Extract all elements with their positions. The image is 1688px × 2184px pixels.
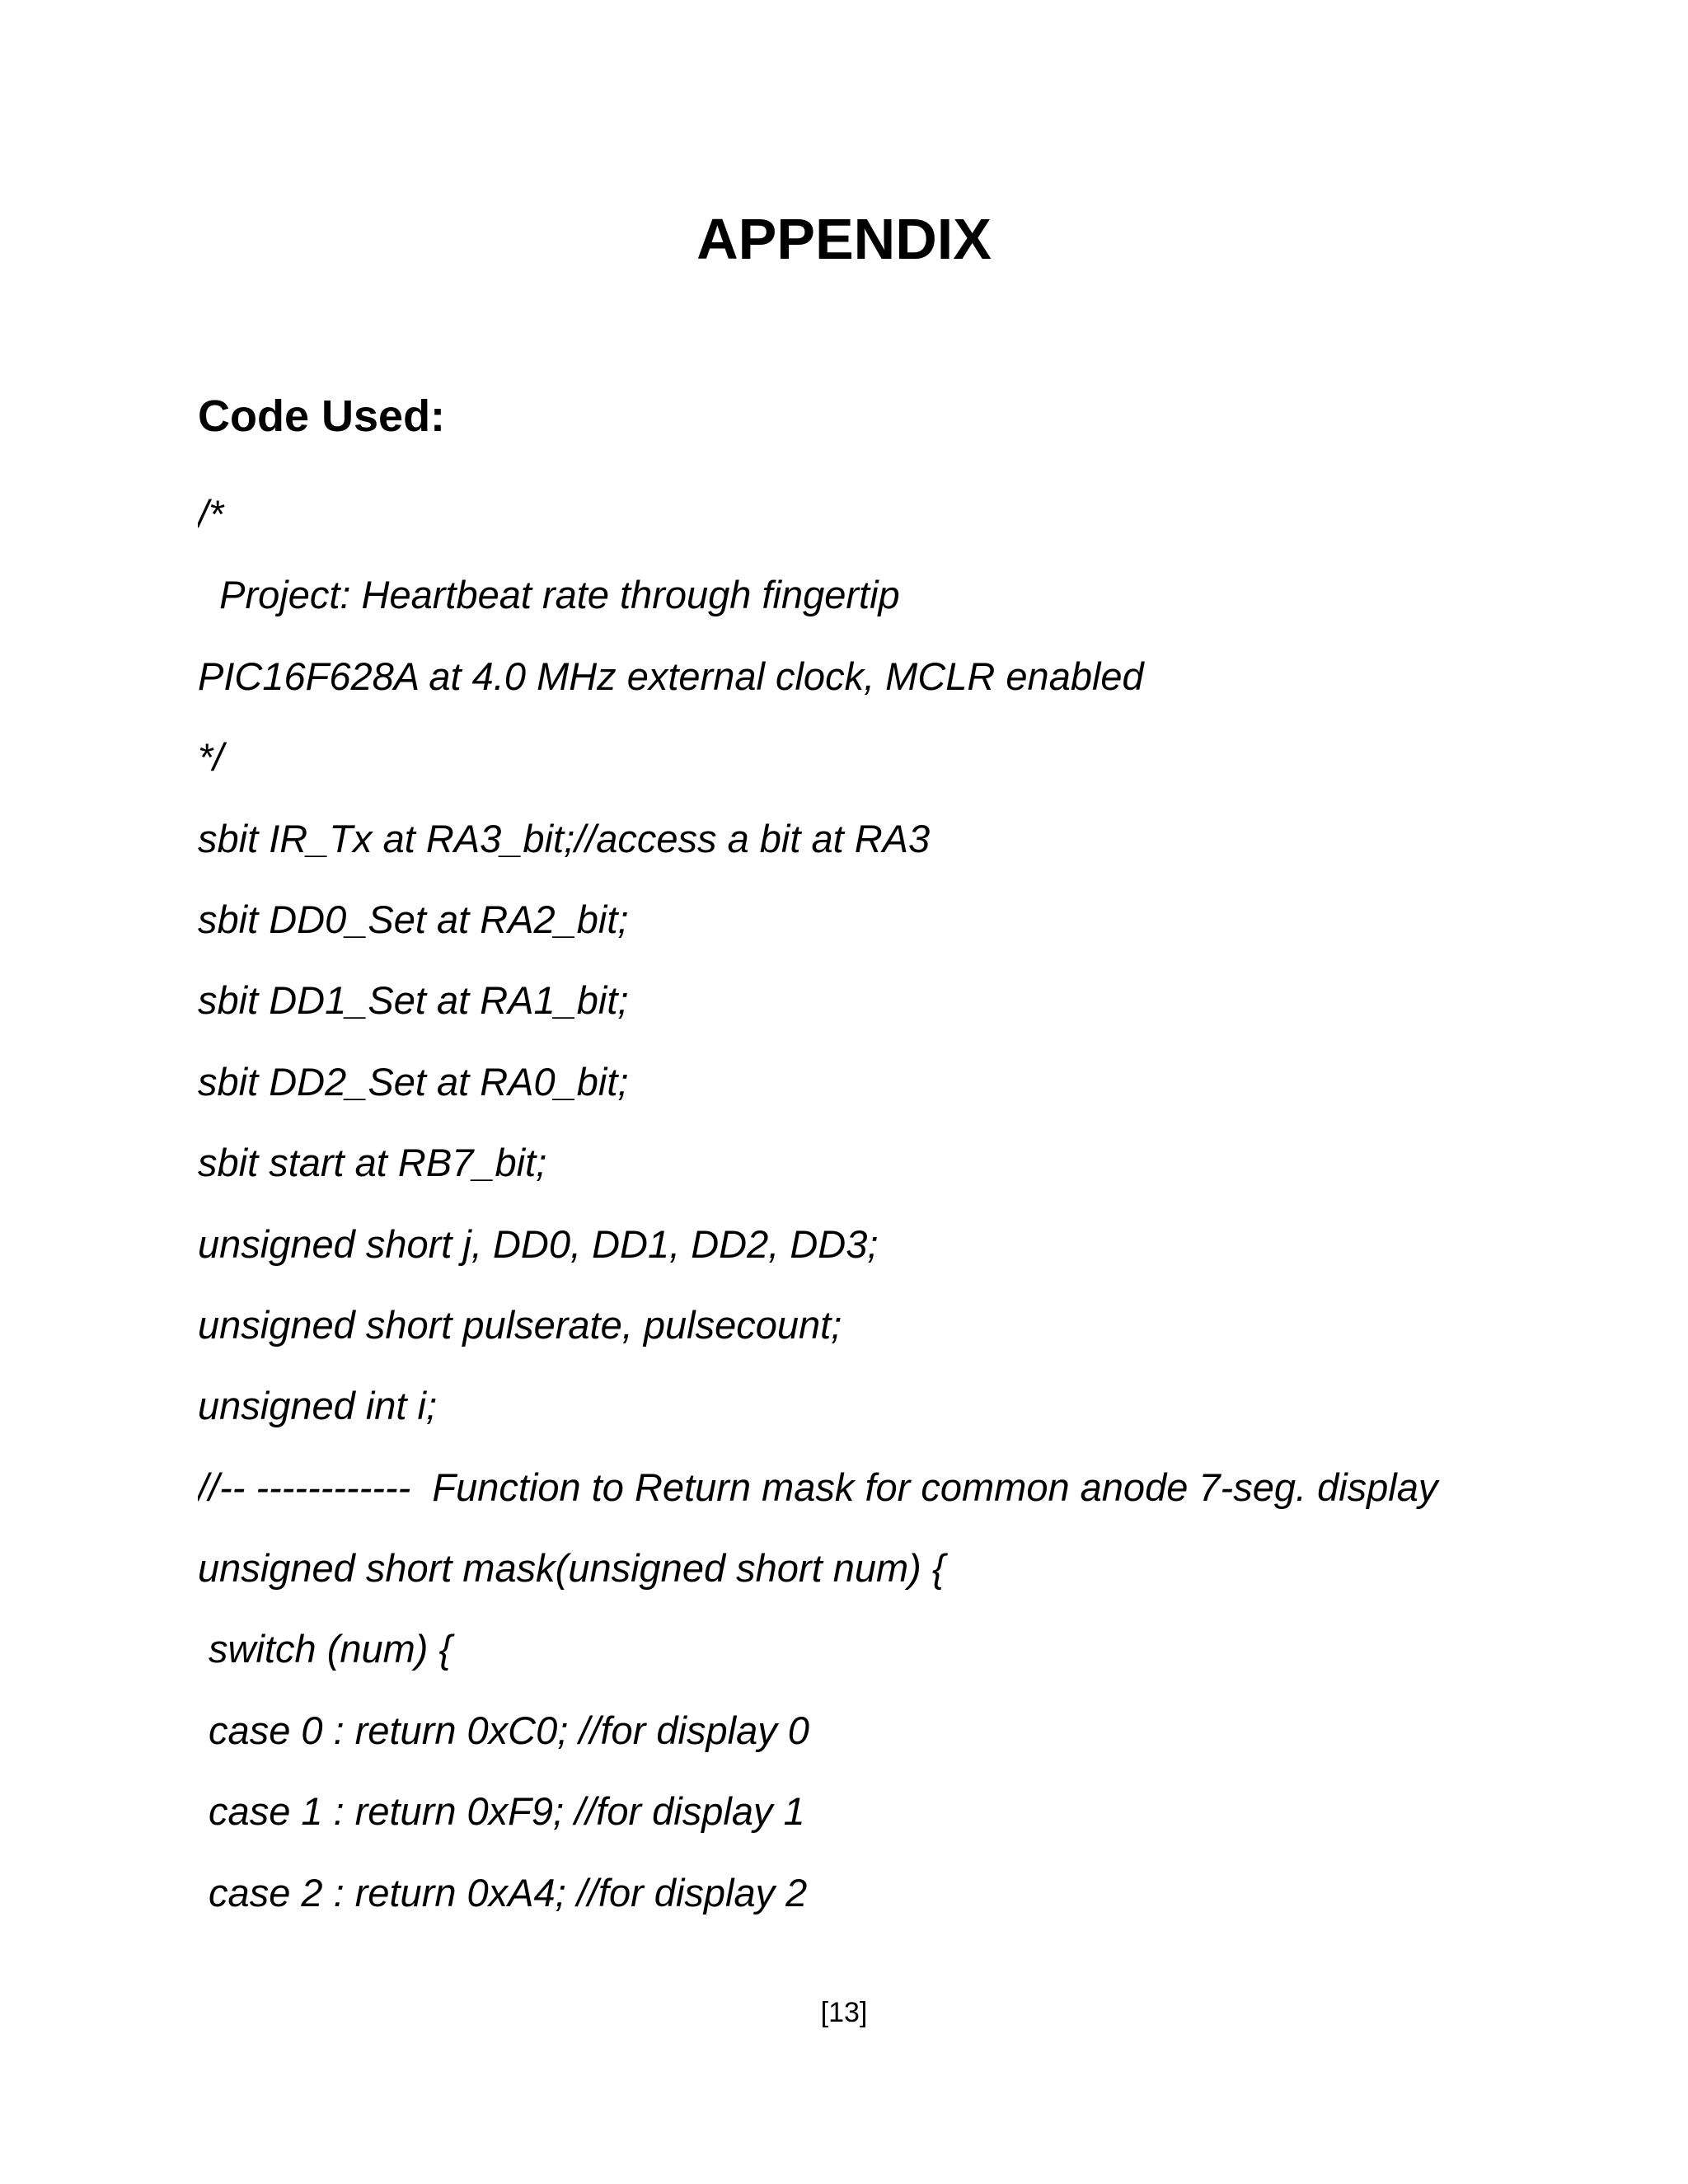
code-line: PIC16F628A at 4.0 MHz external clock, MCLR enabled bbox=[198, 654, 1144, 698]
code-block bbox=[198, 474, 1599, 1933]
code-line: */ bbox=[198, 735, 224, 780]
code-line: case 0 : return 0xC0; //for display 0 bbox=[198, 1708, 809, 1752]
page-title: APPENDIX bbox=[696, 207, 992, 271]
code-line: case 1 : return 0xF9; //for display 1 bbox=[198, 1789, 805, 1834]
code-line: unsigned short mask(unsigned short num) { bbox=[198, 1546, 945, 1591]
code-line: sbit DD1_Set at RA1_bit; bbox=[198, 978, 629, 1023]
code-line: Project: Heartbeat rate through fingertip bbox=[198, 573, 900, 617]
page-number: [13] bbox=[820, 1997, 868, 2028]
code-line: sbit start at RB7_bit; bbox=[198, 1141, 547, 1185]
code-line: unsigned short pulserate, pulsecount; bbox=[198, 1302, 842, 1347]
code-line: unsigned short j, DD0, DD1, DD2, DD3; bbox=[198, 1221, 879, 1266]
code-line: sbit IR_Tx at RA3_bit;//access a bit at RA3 bbox=[198, 816, 931, 860]
code-line: unsigned int i; bbox=[198, 1384, 438, 1428]
code-line: /* bbox=[198, 492, 224, 536]
code-line: sbit DD2_Set at RA0_bit; bbox=[198, 1059, 629, 1104]
section-heading: Code Used: bbox=[198, 391, 446, 441]
code-line: sbit DD0_Set at RA2_bit; bbox=[198, 897, 629, 941]
code-line: switch (num) { bbox=[198, 1627, 452, 1671]
code-line: //-- ------------ Function to Return mask for common anode 7-seg. display bbox=[198, 1465, 1438, 1509]
code-line: case 2 : return 0xA4; //for display 2 bbox=[198, 1870, 808, 1915]
